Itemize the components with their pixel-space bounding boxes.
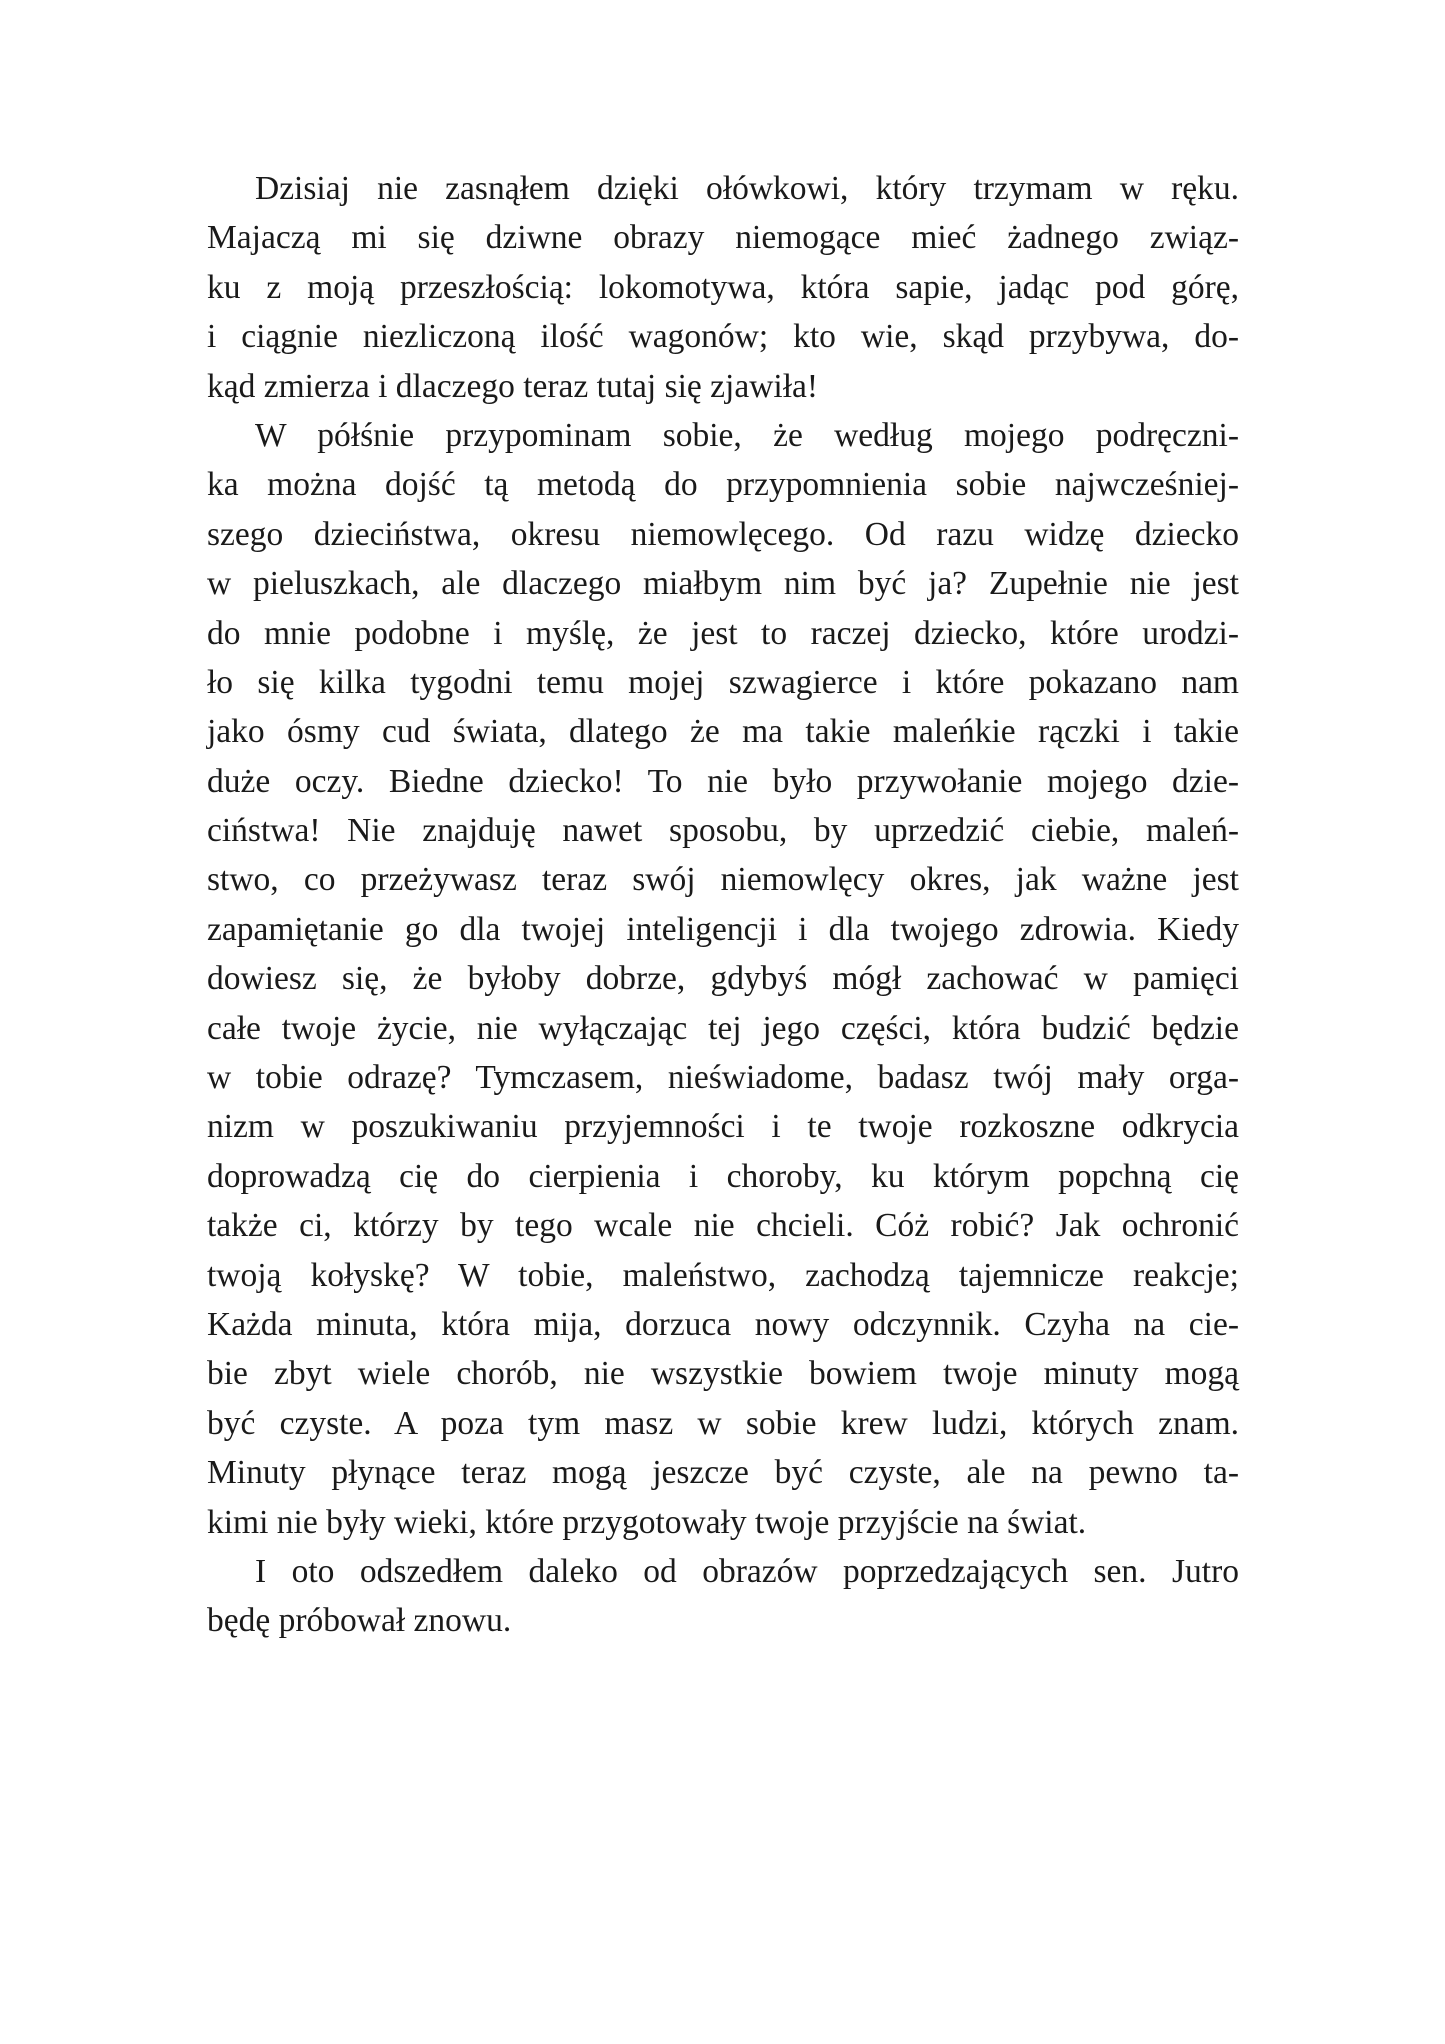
text-line: w pieluszkach, ale dlaczego miałbym nim być ja? Zupełnie nie jest — [207, 565, 1239, 603]
text-line: ku z moją przeszłością: lokomotywa, która sapie, jadąc pod górę, — [207, 268, 1239, 306]
text-line: nizm w poszukiwaniu przyjemności i te twoje rozkoszne odkrycia — [207, 1108, 1239, 1146]
text-line: I oto odszedłem daleko od obrazów poprzedzających sen. Jutro — [255, 1552, 1239, 1590]
text-line: ciństwa! Nie znajduję nawet sposobu, by uprzedzić ciebie, maleń- — [207, 812, 1239, 850]
body-text — [207, 164, 1239, 1646]
text-line: ka można dojść tą metodą do przypomnienia sobie najwcześniej- — [207, 466, 1239, 504]
text-line: bie zbyt wiele chorób, nie wszystkie bowiem twoje minuty mogą — [207, 1355, 1239, 1393]
text-line: Dzisiaj nie zasnąłem dzięki ołówkowi, który trzymam w ręku. — [255, 170, 1239, 207]
text-line: ło się kilka tygodni temu mojej szwagierce i które pokazano nam — [207, 663, 1239, 701]
text-line: doprowadzą cię do cierpienia i choroby, ku którym popchną cię — [207, 1157, 1239, 1195]
text-line: stwo, co przeżywasz teraz swój niemowlęcy okres, jak ważne jest — [207, 861, 1239, 899]
text-line: Każda minuta, która mija, dorzuca nowy odczynnik. Czyha na cie- — [207, 1305, 1239, 1343]
text-line: kimi nie były wieki, które przygotowały twoje przyjście na świat. — [207, 1503, 1087, 1541]
text-line: w tobie odrazę? Tymczasem, nieświadome, badasz twój mały orga- — [207, 1059, 1239, 1097]
text-line: szego dzieciństwa, okresu niemowlęcego. Od razu widzę dziecko — [207, 515, 1239, 553]
text-line: W półśnie przypominam sobie, że według mojego podręczni- — [255, 416, 1239, 454]
text-line: zapamiętanie go dla twojej inteligencji i dla twojego zdrowia. Kiedy — [207, 910, 1239, 948]
text-line: być czyste. A poza tym masz w sobie krew ludzi, których znam. — [207, 1404, 1239, 1442]
text-line: twoją kołyskę? W tobie, maleństwo, zachodzą tajemnicze reakcje; — [207, 1256, 1239, 1294]
text-line: i ciągnie niezliczoną ilość wagonów; kto wie, skąd przybywa, do- — [207, 318, 1239, 356]
text-line: całe twoje życie, nie wyłączając tej jego części, która budzić będzie — [207, 1009, 1239, 1047]
text-line: także ci, którzy by tego wcale nie chcieli. Cóż robić? Jak ochronić — [207, 1207, 1239, 1245]
text-line: kąd zmierza i dlaczego teraz tutaj się zjawiła! — [207, 367, 819, 405]
text-line: do mnie podobne i myślę, że jest to raczej dziecko, które urodzi- — [207, 614, 1239, 652]
text-line: Majaczą mi się dziwne obrazy niemogące mieć żadnego związ- — [207, 219, 1239, 257]
text-line: duże oczy. Biedne dziecko! To nie było przywołanie mojego dzie- — [207, 762, 1239, 800]
text-line: jako ósmy cud świata, dlatego że ma takie maleńkie rączki i takie — [207, 713, 1239, 751]
text-line: Minuty płynące teraz mogą jeszcze być czyste, ale na pewno ta- — [207, 1454, 1239, 1492]
text-line: dowiesz się, że byłoby dobrze, gdybyś mógł zachować w pamięci — [207, 960, 1239, 998]
text-line: będę próbował znowu. — [207, 1602, 512, 1640]
